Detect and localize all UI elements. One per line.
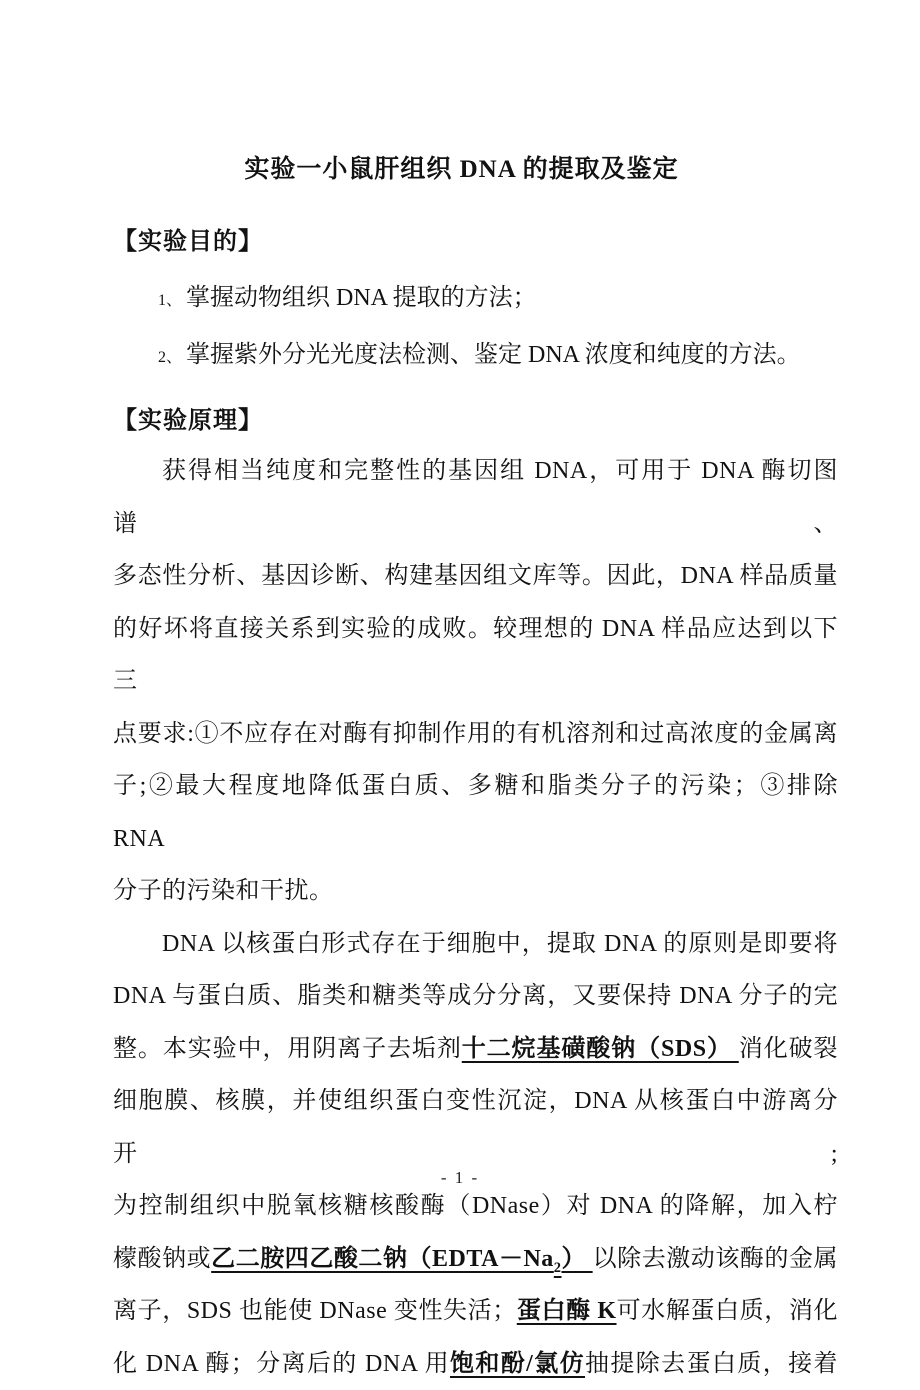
section-heading-purpose: 【实验目的】 xyxy=(113,218,838,266)
text-line xyxy=(113,603,838,708)
section-heading-principle: 【实验原理】 xyxy=(113,397,838,445)
text-line xyxy=(113,328,838,385)
text-run: 十二烷基磺酸钠（SDS） xyxy=(462,1036,739,1062)
text-run: DNA 以核蛋白形式存在于细胞中，提取 DNA 的原则是即要将 xyxy=(162,931,838,957)
text-line xyxy=(113,708,838,761)
text-run: 檬酸钠或 xyxy=(113,1246,211,1272)
text-line xyxy=(113,1338,838,1390)
text-run: 1、 xyxy=(158,292,186,309)
text-run: ） xyxy=(562,1246,593,1272)
text-line xyxy=(113,1233,838,1286)
principle-paragraph-2 xyxy=(113,918,838,1390)
text-run: 以除去激动该酶的金属 xyxy=(593,1246,838,1272)
text-run: 分子的污染和干扰。 xyxy=(113,878,334,904)
page-number: - 1 - xyxy=(0,1168,920,1188)
text-run: 饱和酚/氯仿 xyxy=(450,1351,585,1377)
text-run: 掌握紫外分光光度法检测、鉴定 DNA 浓度和纯度的方法。 xyxy=(186,342,801,368)
text-run: 乙二胺四乙酸二钠（EDTA－Na xyxy=(211,1246,554,1272)
text-line xyxy=(113,918,838,971)
text-line xyxy=(113,550,838,603)
text-run: 离子，SDS 也能使 DNase 变性失活； xyxy=(113,1298,517,1324)
text-run: 整。本实验中，用阴离子去垢剂 xyxy=(113,1036,462,1062)
text-run: 2 xyxy=(554,1259,562,1275)
text-run: 点要求:①不应存在对酶有抑制作用的有机溶剂和过高浓度的金属离 xyxy=(113,721,838,747)
text-run: 掌握动物组织 DNA 提取的方法； xyxy=(186,285,537,311)
text-line xyxy=(113,1285,838,1338)
text-line xyxy=(113,865,838,918)
purpose-list xyxy=(113,271,838,385)
text-run: 化 DNA 酶；分离后的 DNA 用 xyxy=(113,1351,450,1377)
document-title: 实验一小鼠肝组织 DNA 的提取及鉴定 xyxy=(99,148,824,192)
text-line xyxy=(113,1075,838,1180)
text-line xyxy=(113,1023,838,1076)
text-line xyxy=(113,970,838,1023)
text-line xyxy=(113,271,838,328)
principle-paragraph-1 xyxy=(113,445,838,918)
text-run: DNA 与蛋白质、脂类和糖类等成分分离，又要保持 DNA 分子的完 xyxy=(113,983,838,1009)
text-run: 子;②最大程度地降低蛋白质、多糖和脂类分子的污染；③排除 RNA xyxy=(113,773,838,852)
text-run: 多态性分析、基因诊断、构建基因组文库等。因此，DNA 样品质量 xyxy=(113,563,838,589)
text-run: 为控制组织中脱氧核糖核酸酶（DNase）对 DNA 的降解，加入柠 xyxy=(113,1193,838,1219)
text-run: 细胞膜、核膜，并使组织蛋白变性沉淀，DNA 从核蛋白中游离分开; xyxy=(113,1088,838,1167)
text-run: 消化破裂 xyxy=(739,1036,838,1062)
text-line xyxy=(113,445,838,550)
text-run: 蛋白酶 K xyxy=(517,1298,617,1324)
text-run: 的好坏将直接关系到实验的成败。较理想的 DNA 样品应达到以下三 xyxy=(113,616,838,695)
text-run: 2、 xyxy=(158,349,186,366)
text-run: 抽提除去蛋白质，接着 xyxy=(585,1351,838,1377)
text-run: 获得相当纯度和完整性的基因组 DNA，可用于 DNA 酶切图谱、 xyxy=(113,458,838,537)
text-run: 可水解蛋白质，消化 xyxy=(617,1298,839,1324)
text-line xyxy=(113,760,838,865)
